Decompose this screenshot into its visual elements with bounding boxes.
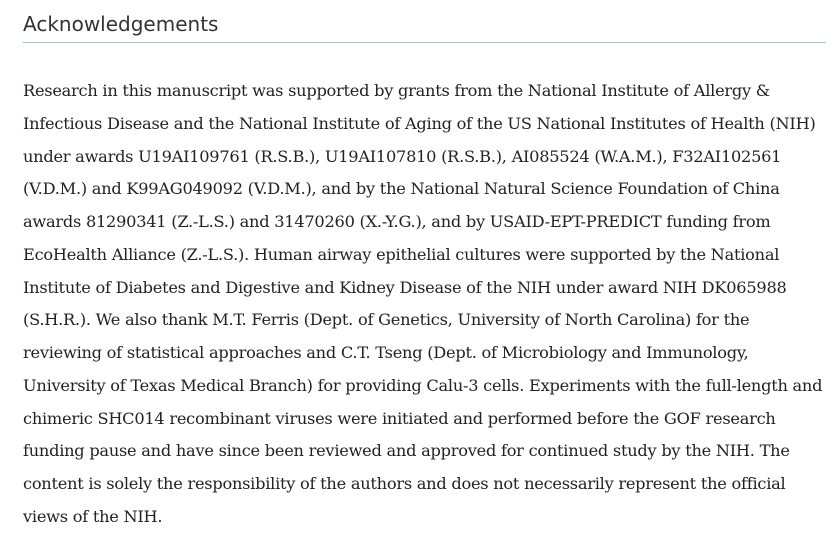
acknowledgements-paragraph: Research in this manuscript was supported by grants from the National Institute of Allergy & Infectious Disease and the National Institute of Aging of the US National Institutes of Health (NIH) under awards U19AI109761 (R.S.B.), U19AI107810 (R.S.B.), AI085524 (W.A.M.), F32AI102561 (V.D.M.) and K99AG049092 (V.D.M.), and by the National Natural Science Foundation of China awards 81290341 (Z.-L.S.) and 31470260 (X.-Y.G.), and by USAID-EPT-PREDICT funding from EcoHealth Alliance (Z.-L.S.). Human airway epithelial cultures were supported by the National Institute of Diabetes and Digestive and Kidney Disease of the NIH under award NIH DK065988 (S.H.R.). We also thank M.T. Ferris (Dept. of Genetics, University of North Carolina) for the reviewing of statistical approaches and C.T. Tseng (Dept. of Microbiology and Immunology, University of Texas Medical Branch) for providing Calu-3 cells. Experiments with the full-length and chimeric SHC014 recombinant viruses were initiated and performed before the GOF research funding pause and have since been reviewed and approved for continued study by the NIH. The content is solely the responsibility of the authors and does not necessarily represent the official views of the NIH. [23,81,823,526]
acknowledgements-section [23,0,826,534]
section-heading: Acknowledgements [23,0,826,43]
